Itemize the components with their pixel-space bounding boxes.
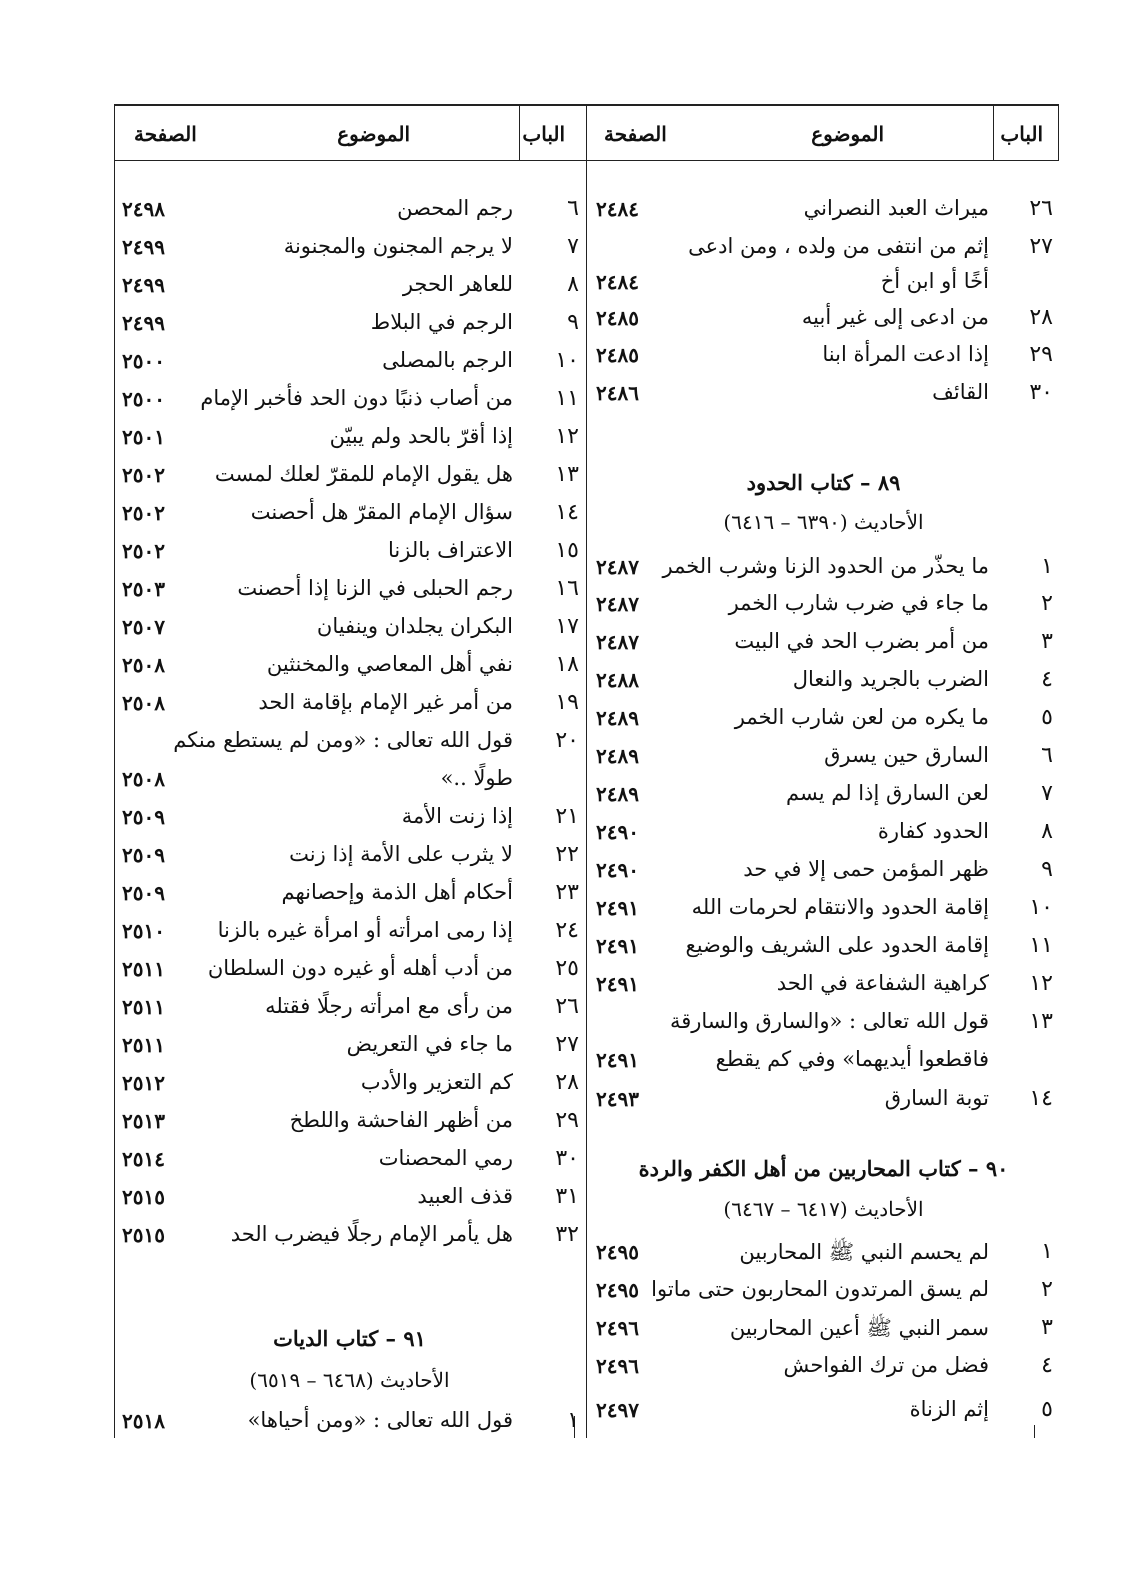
index-row <box>114 914 585 951</box>
chapter-number: ٢٦ <box>555 994 579 1019</box>
index-row <box>114 192 585 229</box>
page-number: ٢٥١١ <box>122 957 165 981</box>
index-row <box>588 550 1059 587</box>
page-number: ٢٤٨٨ <box>596 668 639 692</box>
topic-text: سؤال الإمام المقرّ هل أحصنت <box>250 500 513 524</box>
chapter-number: ٣١ <box>555 1184 579 1209</box>
chapter-number: ٢٧ <box>1029 234 1053 259</box>
index-row <box>114 762 585 799</box>
topic-text: ما يحذّر من الحدود الزنا وشرب الخمر <box>662 554 989 578</box>
topic-text: البكران يجلدان وينفيان <box>316 614 513 638</box>
index-row <box>588 1082 1059 1119</box>
topic-text: ما جاء في التعريض <box>346 1032 513 1056</box>
page-number: ٢٥١١ <box>122 1033 165 1057</box>
chapter-number: ٣٠ <box>555 1146 579 1171</box>
topic-text: من أمر غير الإمام بإقامة الحد <box>258 690 513 714</box>
page-number: ٢٤٨٩ <box>596 744 639 768</box>
topic-text: للعاهر الحجر <box>402 272 513 296</box>
book-title: ٩١ – كتاب الديات <box>273 1326 426 1351</box>
page-number: ٢٤٩٩ <box>122 311 165 335</box>
index-row <box>588 853 1059 890</box>
chapter-number: ٧ <box>1041 781 1053 806</box>
index-row <box>114 610 585 647</box>
index-row <box>588 663 1059 700</box>
page-number: ٢٤٩٥ <box>596 1278 639 1302</box>
page-number: ٢٥١٥ <box>122 1185 165 1209</box>
topic-text: هل يأمر الإمام رجلًا فيضرب الحد <box>230 1222 513 1246</box>
hadith-range: الأحاديث (٦٤١٧ – ٦٤٦٧) <box>723 1197 924 1221</box>
page-number: ٢٥٠٢ <box>122 463 165 487</box>
outer-right-rule <box>1058 104 1059 160</box>
page-number: ٢٥٠١ <box>122 425 165 449</box>
index-row <box>114 572 585 609</box>
right-chapter-rule <box>993 104 994 160</box>
chapter-number: ٢ <box>1041 1277 1053 1302</box>
page-number: ٢٤٩٦ <box>596 1354 639 1378</box>
chapter-number: ٢٢ <box>555 842 579 867</box>
index-row <box>588 1235 1059 1272</box>
topic-text: قول الله تعالى : «ومن أحياها» <box>247 1408 513 1432</box>
index-row <box>588 1393 1059 1430</box>
page-number: ٢٤٩١ <box>596 896 639 920</box>
topic-text: كراهية الشفاعة في الحد <box>776 971 989 995</box>
page-number: ٢٥١٨ <box>122 1409 165 1433</box>
index-row <box>588 376 1059 413</box>
index-row <box>588 301 1059 338</box>
chapter-number: ٣ <box>1041 629 1053 654</box>
page-number: ٢٥٠٣ <box>122 577 165 601</box>
index-row <box>114 800 585 837</box>
topic-text: ما يكره من لعن شارب الخمر <box>734 705 989 729</box>
page-number: ٢٥٠٢ <box>122 501 165 525</box>
chapter-number: ١٢ <box>555 424 579 449</box>
page-number: ٢٤٨٥ <box>596 343 639 367</box>
chapter-number: ١٢ <box>1029 971 1053 996</box>
chapter-number: ٢٩ <box>1029 342 1053 367</box>
page-number: ٢٤٩٠ <box>596 858 639 882</box>
index-row <box>114 876 585 913</box>
index-row <box>588 587 1059 624</box>
topic-text: الضرب بالجريد والنعال <box>792 667 989 691</box>
index-row <box>114 420 585 457</box>
chapter-number: ٧ <box>567 234 579 259</box>
page-number: ٢٥١٣ <box>122 1109 165 1133</box>
page-number: ٢٤٨٦ <box>596 381 639 405</box>
page-number: ٢٤٩٩ <box>122 273 165 297</box>
page-number: ٢٥٠٠ <box>122 349 165 373</box>
index-row <box>588 192 1059 229</box>
topic-text: لا يثرب على الأمة إذا زنت <box>289 842 513 866</box>
index-row <box>588 701 1059 738</box>
book-title: ٩٠ – كتاب المحاربين من أهل الكفر والردة <box>638 1156 1009 1181</box>
index-row <box>114 382 585 419</box>
chapter-number: ٤ <box>1041 667 1053 692</box>
index-row <box>588 338 1059 375</box>
topic-text: أحكام أهل الذمة وإحصانهم <box>281 880 513 904</box>
index-row <box>588 1043 1059 1080</box>
topic-text: الحدود كفارة <box>877 819 989 843</box>
topic-text: رمي المحصنات <box>378 1146 513 1170</box>
topic-text: لم يحسم النبي ﷺ المحاربين <box>739 1240 989 1264</box>
index-row <box>114 1066 585 1103</box>
page-number: ٢٤٩٧ <box>596 1398 639 1422</box>
index-row <box>114 344 585 381</box>
chapter-number: ١٥ <box>555 538 579 563</box>
index-row <box>588 815 1059 852</box>
page-number: ٢٥٠٨ <box>122 653 165 677</box>
index-row <box>114 534 585 571</box>
chapter-number: ٣٠ <box>1029 380 1053 405</box>
topic-text: ما جاء في ضرب شارب الخمر <box>728 591 989 615</box>
chapter-number: ٢٠ <box>555 728 579 753</box>
topic-text: إذا أقرّ بالحد ولم يبيّن <box>329 424 513 448</box>
topic-text: إذا ادعت المرأة ابنا <box>822 342 989 366</box>
topic-text: ميراث العبد النصراني <box>803 196 989 220</box>
page-number: ٢٥٠٢ <box>122 539 165 563</box>
chapter-header: الباب <box>1000 122 1043 146</box>
chapter-number: ٢٣ <box>555 880 579 905</box>
topic-text: من ادعى إلى غير أبيه <box>801 305 989 329</box>
page-number: ٢٥٠٨ <box>122 691 165 715</box>
page-number: ٢٥٠٧ <box>122 615 165 639</box>
chapter-number: ٦ <box>1041 743 1053 768</box>
index-row <box>114 496 585 533</box>
chapter-number: ١٣ <box>555 462 579 487</box>
topic-text: إذا رمى امرأته أو امرأة غيره بالزنا <box>217 918 513 942</box>
hadith-range: الأحاديث (٦٤٦٨ – ٦٥١٩) <box>249 1368 450 1392</box>
chapter-number: ٩ <box>567 310 579 335</box>
topic-text: نفي أهل المعاصي والمخنثين <box>266 652 513 676</box>
page-number: ٢٤٩٩ <box>122 235 165 259</box>
page-number: ٢٤٩١ <box>596 934 639 958</box>
chapter-number: ١٧ <box>555 614 579 639</box>
topic-text: السارق حين يسرق <box>824 743 989 767</box>
page-number: ٢٤٨٧ <box>596 555 639 579</box>
topic-text: من أدب أهله أو غيره دون السلطان <box>207 956 513 980</box>
topic-text: الرجم في البلاط <box>370 310 513 334</box>
topic-text: القائف <box>932 380 989 404</box>
index-row <box>588 739 1059 776</box>
page-number: ٢٤٨٤ <box>596 270 639 294</box>
chapter-number: ١٨ <box>555 652 579 677</box>
index-row <box>588 1005 1059 1042</box>
topic-text: قذف العبيد <box>417 1184 513 1208</box>
index-row <box>114 1404 585 1441</box>
topic-text: كم التعزير والأدب <box>360 1070 513 1094</box>
chapter-number: ٩ <box>1041 857 1053 882</box>
index-row <box>588 1311 1059 1348</box>
index-row <box>114 952 585 989</box>
page-number: ٢٤٩٣ <box>596 1087 639 1111</box>
index-row <box>114 458 585 495</box>
chapter-number: ١٤ <box>555 500 579 525</box>
chapter-number: ١٩ <box>555 690 579 715</box>
page-number: ٢٥١١ <box>122 995 165 1019</box>
page-number: ٢٤٨٩ <box>596 782 639 806</box>
index-row <box>588 891 1059 928</box>
topic-text: إثم الزناة <box>909 1397 989 1421</box>
hadith-range: الأحاديث (٦٣٩٠ – ٦٤١٦) <box>723 510 924 534</box>
topic-text: من أظهر الفاحشة واللطخ <box>289 1108 513 1132</box>
chapter-number: ١١ <box>1029 933 1053 958</box>
page-number: ٢٤٩١ <box>596 972 639 996</box>
topic-text: من أمر بضرب الحد في البيت <box>734 629 989 653</box>
index-row <box>588 967 1059 1004</box>
page-number: ٢٥٠٨ <box>122 767 165 791</box>
topic-text: من أصاب ذنبًا دون الحد فأخبر الإمام <box>200 386 513 410</box>
chapter-number: ٥ <box>1041 1397 1053 1422</box>
book-title: ٨٩ – كتاب الحدود <box>746 470 901 495</box>
topic-text: ظهر المؤمن حمى إلا في حد <box>743 857 989 881</box>
topic-text: الرجم بالمصلى <box>382 348 513 372</box>
index-row <box>114 686 585 723</box>
page-number: ٢٥٠٠ <box>122 387 165 411</box>
topic-text: هل يقول الإمام للمقرّ لعلك لمست <box>214 462 513 486</box>
topic-text: لم يسق المرتدون المحاربون حتى ماتوا <box>651 1277 989 1301</box>
index-row <box>588 265 1059 302</box>
chapter-number: ٢٩ <box>555 1108 579 1133</box>
topic-text: سمر النبي ﷺ أعين المحاربين <box>729 1316 989 1340</box>
topic-header: الموضوع <box>337 122 410 146</box>
chapter-number: ٦ <box>567 196 579 221</box>
index-row <box>114 1218 585 1255</box>
chapter-number: ٢١ <box>555 804 579 829</box>
index-row <box>114 306 585 343</box>
topic-text: إقامة الحدود والانتقام لحرمات الله <box>691 895 989 919</box>
index-row <box>114 268 585 305</box>
index-row <box>114 1104 585 1141</box>
page-number: ٢٥١٥ <box>122 1223 165 1247</box>
chapter-number: ١٣ <box>1029 1009 1053 1034</box>
topic-text: توبة السارق <box>884 1086 989 1110</box>
chapter-number: ٢٨ <box>555 1070 579 1095</box>
index-row <box>114 990 585 1027</box>
chapter-number: ٣ <box>1041 1315 1053 1340</box>
chapter-number: ٨ <box>1041 819 1053 844</box>
page-number: ٢٤٩١ <box>596 1048 639 1072</box>
chapter-number: ٢٨ <box>1029 305 1053 330</box>
chapter-number: ١٤ <box>1029 1086 1053 1111</box>
page-number: ٢٥١٢ <box>122 1071 165 1095</box>
index-row <box>114 1180 585 1217</box>
chapter-number: ١٦ <box>555 576 579 601</box>
chapter-number: ١٠ <box>555 348 579 373</box>
topic-text: فضل من ترك الفواحش <box>783 1353 989 1377</box>
topic-text: طولًا ..» <box>440 766 513 790</box>
topic-text: إقامة الحدود على الشريف والوضيع <box>685 933 989 957</box>
topic-text: لا يرجم المجنون والمجنونة <box>283 234 513 258</box>
topic-text: رجم المحصن <box>397 196 513 220</box>
page-number: ٢٤٩٥ <box>596 1240 639 1264</box>
chapter-number: ٣٢ <box>555 1222 579 1247</box>
topic-text: قول الله تعالى : «ومن لم يستطع منكم <box>173 728 513 752</box>
topic-text: إثم من انتفى من ولده ، ومن ادعى <box>688 234 989 258</box>
index-row <box>114 724 585 761</box>
chapter-number: ٢٦ <box>1029 196 1053 221</box>
index-row <box>588 625 1059 662</box>
chapter-number: ٨ <box>567 272 579 297</box>
topic-text: الاعتراف بالزنا <box>387 538 513 562</box>
page-number: ٢٤٨٤ <box>596 197 639 221</box>
topic-header: الموضوع <box>811 122 884 146</box>
page-number: ٢٤٩٦ <box>596 1316 639 1340</box>
index-row <box>114 1028 585 1065</box>
page-number: ٢٥١٠ <box>122 919 165 943</box>
chapter-number: ٢٤ <box>555 918 579 943</box>
page-number: ٢٤٩٠ <box>596 820 639 844</box>
page-number: ٢٤٨٥ <box>596 306 639 330</box>
chapter-number: ٢٧ <box>555 1032 579 1057</box>
index-row <box>114 1142 585 1179</box>
page-number: ٢٤٨٩ <box>596 706 639 730</box>
page-number: ٢٥٠٩ <box>122 881 165 905</box>
topic-text: لعن السارق إذا لم يسم <box>786 781 989 805</box>
chapter-number: ١٠ <box>1029 895 1053 920</box>
page-header: الصفحة <box>134 122 197 146</box>
index-row <box>588 777 1059 814</box>
page-header: الصفحة <box>604 122 667 146</box>
chapter-header: الباب <box>522 122 565 146</box>
chapter-number: ١ <box>567 1408 579 1433</box>
topic-text: قول الله تعالى : «والسارق والسارقة <box>669 1009 989 1033</box>
index-row <box>588 230 1059 267</box>
page-number: ٢٤٨٧ <box>596 630 639 654</box>
page-number: ٢٥١٤ <box>122 1147 165 1171</box>
topic-text: رجم الحبلى في الزنا إذا أحصنت <box>237 576 513 600</box>
index-row <box>114 648 585 685</box>
index-row <box>114 230 585 267</box>
index-row <box>114 838 585 875</box>
chapter-number: ٥ <box>1041 705 1053 730</box>
topic-text: أخًا أو ابن أخ <box>880 269 989 293</box>
chapter-number: ٤ <box>1041 1353 1053 1378</box>
topic-text: إذا زنت الأمة <box>401 804 513 828</box>
chapter-number: ٢ <box>1041 591 1053 616</box>
page-number: ٢٥٠٩ <box>122 805 165 829</box>
page-number: ٢٥٠٩ <box>122 843 165 867</box>
chapter-number: ٢٥ <box>555 956 579 981</box>
index-row <box>588 929 1059 966</box>
topic-text: فاقطعوا أيديهما» وفي كم يقطع <box>715 1047 989 1071</box>
topic-text: من رأى مع امرأته رجلًا فقتله <box>265 994 513 1018</box>
chapter-number: ١ <box>1041 554 1053 579</box>
index-row <box>588 1349 1059 1386</box>
chapter-number: ١ <box>1041 1239 1053 1264</box>
index-row <box>588 1273 1059 1310</box>
chapter-number: ١١ <box>555 386 579 411</box>
page-number: ٢٤٩٨ <box>122 197 165 221</box>
page-number: ٢٤٨٧ <box>596 592 639 616</box>
column-divider <box>586 104 587 1438</box>
left-chapter-rule <box>519 104 520 160</box>
